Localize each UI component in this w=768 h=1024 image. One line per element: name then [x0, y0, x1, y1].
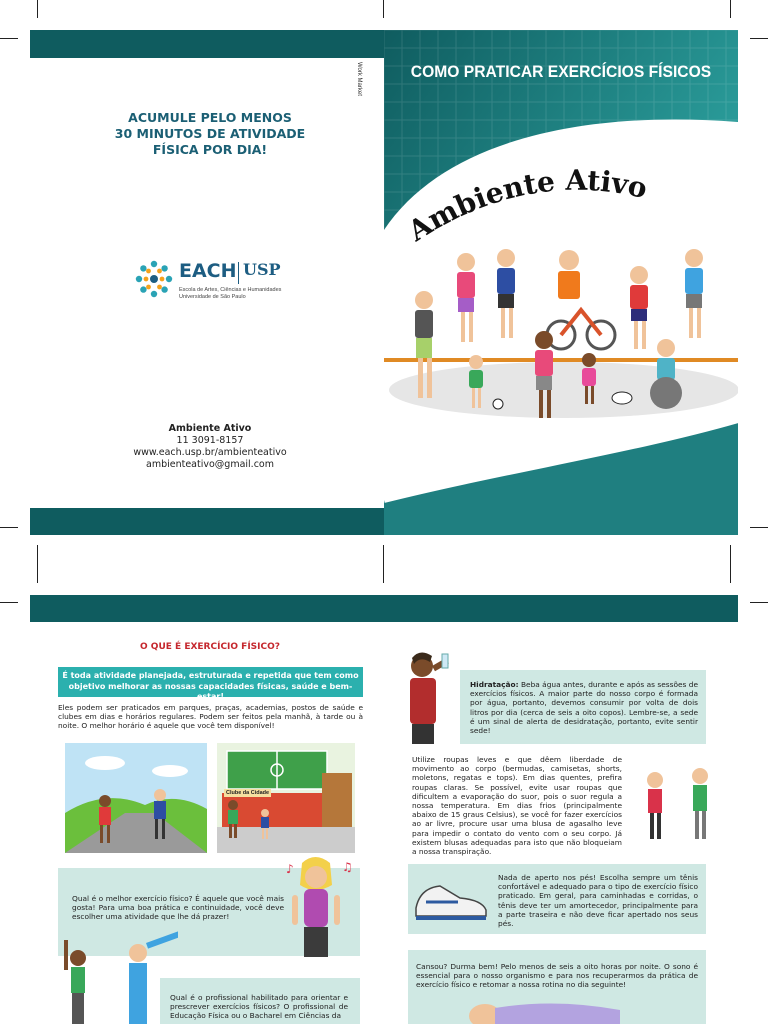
- professional-text: Qual é o profissional habilitado para orientar e prescrever exercícios físicos? O profissional de Educação Física ou o Bacharel em Ciências da: [170, 993, 348, 1021]
- top-teal-bar: [30, 30, 384, 58]
- usp-wordmark: USP: [243, 260, 281, 279]
- logo-subtitle-line: Universidade de São Paulo: [179, 293, 246, 300]
- sleeping-person-illustration: [455, 994, 625, 1024]
- each-wordmark: EACH: [179, 260, 237, 282]
- shoes-text: Nada de aperto nos pés! Escolha sempre um tênis confortável e adequado para o tipo de exercício físico praticado. Em geral, para caminhadas e corridas, o tênis deve ter um amortecedor, principalmente para a parte traseira e não deve ficar apertado nos seus pés.: [498, 873, 698, 929]
- places-paragraph: Eles podem ser praticados em parques, praças, academias, postos de saúde e clubes em dias e horários regulares. Podem ser feitos pela manhã, à tarde ou à noite. O melhor horário é aquele que você tem disponível!: [58, 703, 363, 731]
- cover-panel: [384, 30, 738, 535]
- contact-website: www.each.usp.br/ambienteativo: [133, 447, 287, 458]
- crop-mark: [0, 38, 18, 39]
- club-illustration: [217, 743, 355, 853]
- best-exercise-text: Qual é o melhor exercício físico? É aquele que você mais gosta! Para uma boa prática e continuidade, você deve escolher uma atividade que lhe dá prazer!: [72, 894, 284, 922]
- crop-mark: [750, 602, 768, 603]
- crop-mark: [37, 0, 38, 18]
- contact-email: ambienteativo@gmail.com: [146, 459, 274, 470]
- brand-arc-text: [384, 30, 738, 535]
- crop-mark: [0, 602, 18, 603]
- crop-mark: [730, 545, 731, 583]
- contact-block: [60, 423, 360, 471]
- joggers-illustration: [625, 762, 725, 852]
- inside-teal-bar: [30, 595, 738, 622]
- crop-mark: [750, 38, 768, 39]
- hydration-text: [470, 680, 698, 735]
- slogan: [60, 110, 360, 158]
- each-usp-logo: [135, 260, 305, 305]
- definition-box: É toda atividade planejada, estruturada e repetida que tem como objetivo melhorar as nossas capacidades físicas, saúde e bem-estar!: [58, 667, 363, 697]
- man-drinking-illustration: [400, 648, 464, 746]
- section-title: O QUE É EXERCÍCIO FÍSICO?: [140, 642, 280, 652]
- slogan-line: FÍSICA POR DIA!: [152, 142, 268, 157]
- clothes-text: Utilize roupas leves e que dêem liberdade de movimento ao corpo (bermudas, camisetas, shorts, moletons, regatas e tops). Em dias quentes, prefira roupas claras. Se possível, evite usar roupas que dificultem a evaporação do suor, pois o suor regula a nossa temperatura. Em dias frios (principalmente abaixo de 15 graus Celsius), se você for fazer exercícios ao ar livre, procure usar uma blusa de agasalho leve para impedir o contato do vento com o seu corpo. Já existem blusas adequadas para isto que não bloqueiam a nossa transpiração.: [412, 755, 622, 857]
- svg-text:Ambiente Ativo: Ambiente Ativo: [402, 163, 651, 248]
- logo-subtitle-line: Escola de Artes, Ciências e Humanidades: [179, 287, 282, 293]
- sneaker-illustration: [412, 878, 490, 922]
- contact-name: Ambiente Ativo: [168, 423, 252, 434]
- club-sign: Clube da Cidade: [226, 790, 270, 796]
- cover-title: COMO PRATICAR EXERCÍCIOS FÍSICOS: [410, 62, 712, 81]
- logo-subtitle: [179, 287, 309, 300]
- crop-mark: [37, 545, 38, 583]
- slogan-line: 30 MINUTOS DE ATIVIDADE: [114, 126, 306, 141]
- hydration-label: Hidratação:: [470, 680, 519, 689]
- crop-mark: [383, 545, 384, 583]
- bottom-teal-bar: [30, 508, 384, 535]
- sleep-text: Cansou? Durma bem! Pelo menos de seis a oito horas por noite. O sono é essencial para o nosso organismo e para nos recuperarmos da prática de exercício físico e retomar a nossa rotina no dia seguinte!: [416, 962, 698, 990]
- side-label: Work Market: [356, 62, 362, 96]
- woman-headphones-illustration: [280, 855, 360, 960]
- park-illustration: [65, 743, 207, 853]
- crop-mark: [730, 0, 731, 18]
- svg-text:♪: ♪: [286, 862, 294, 876]
- each-logo-icon: [135, 260, 173, 298]
- crop-mark: [383, 0, 384, 18]
- hydration-body: Beba água antes, durante e após as sessões de exercícios físicos. A maior parte do nosso corpo é formada por água, portanto, devemos consumir por volta de dois litros por dia (cerca de seis a oito copos). Lembre-se, a sede é um sinal de alerta de desidratação, portanto, evite sentir sede!: [470, 680, 698, 736]
- crop-mark: [750, 527, 768, 528]
- crop-mark: [0, 527, 18, 528]
- contact-phone: 11 3091-8157: [176, 435, 244, 446]
- slogan-line: ACUMULE PELO MENOS: [128, 110, 292, 125]
- logo-divider: [238, 262, 239, 284]
- svg-text:♫: ♫: [342, 860, 353, 874]
